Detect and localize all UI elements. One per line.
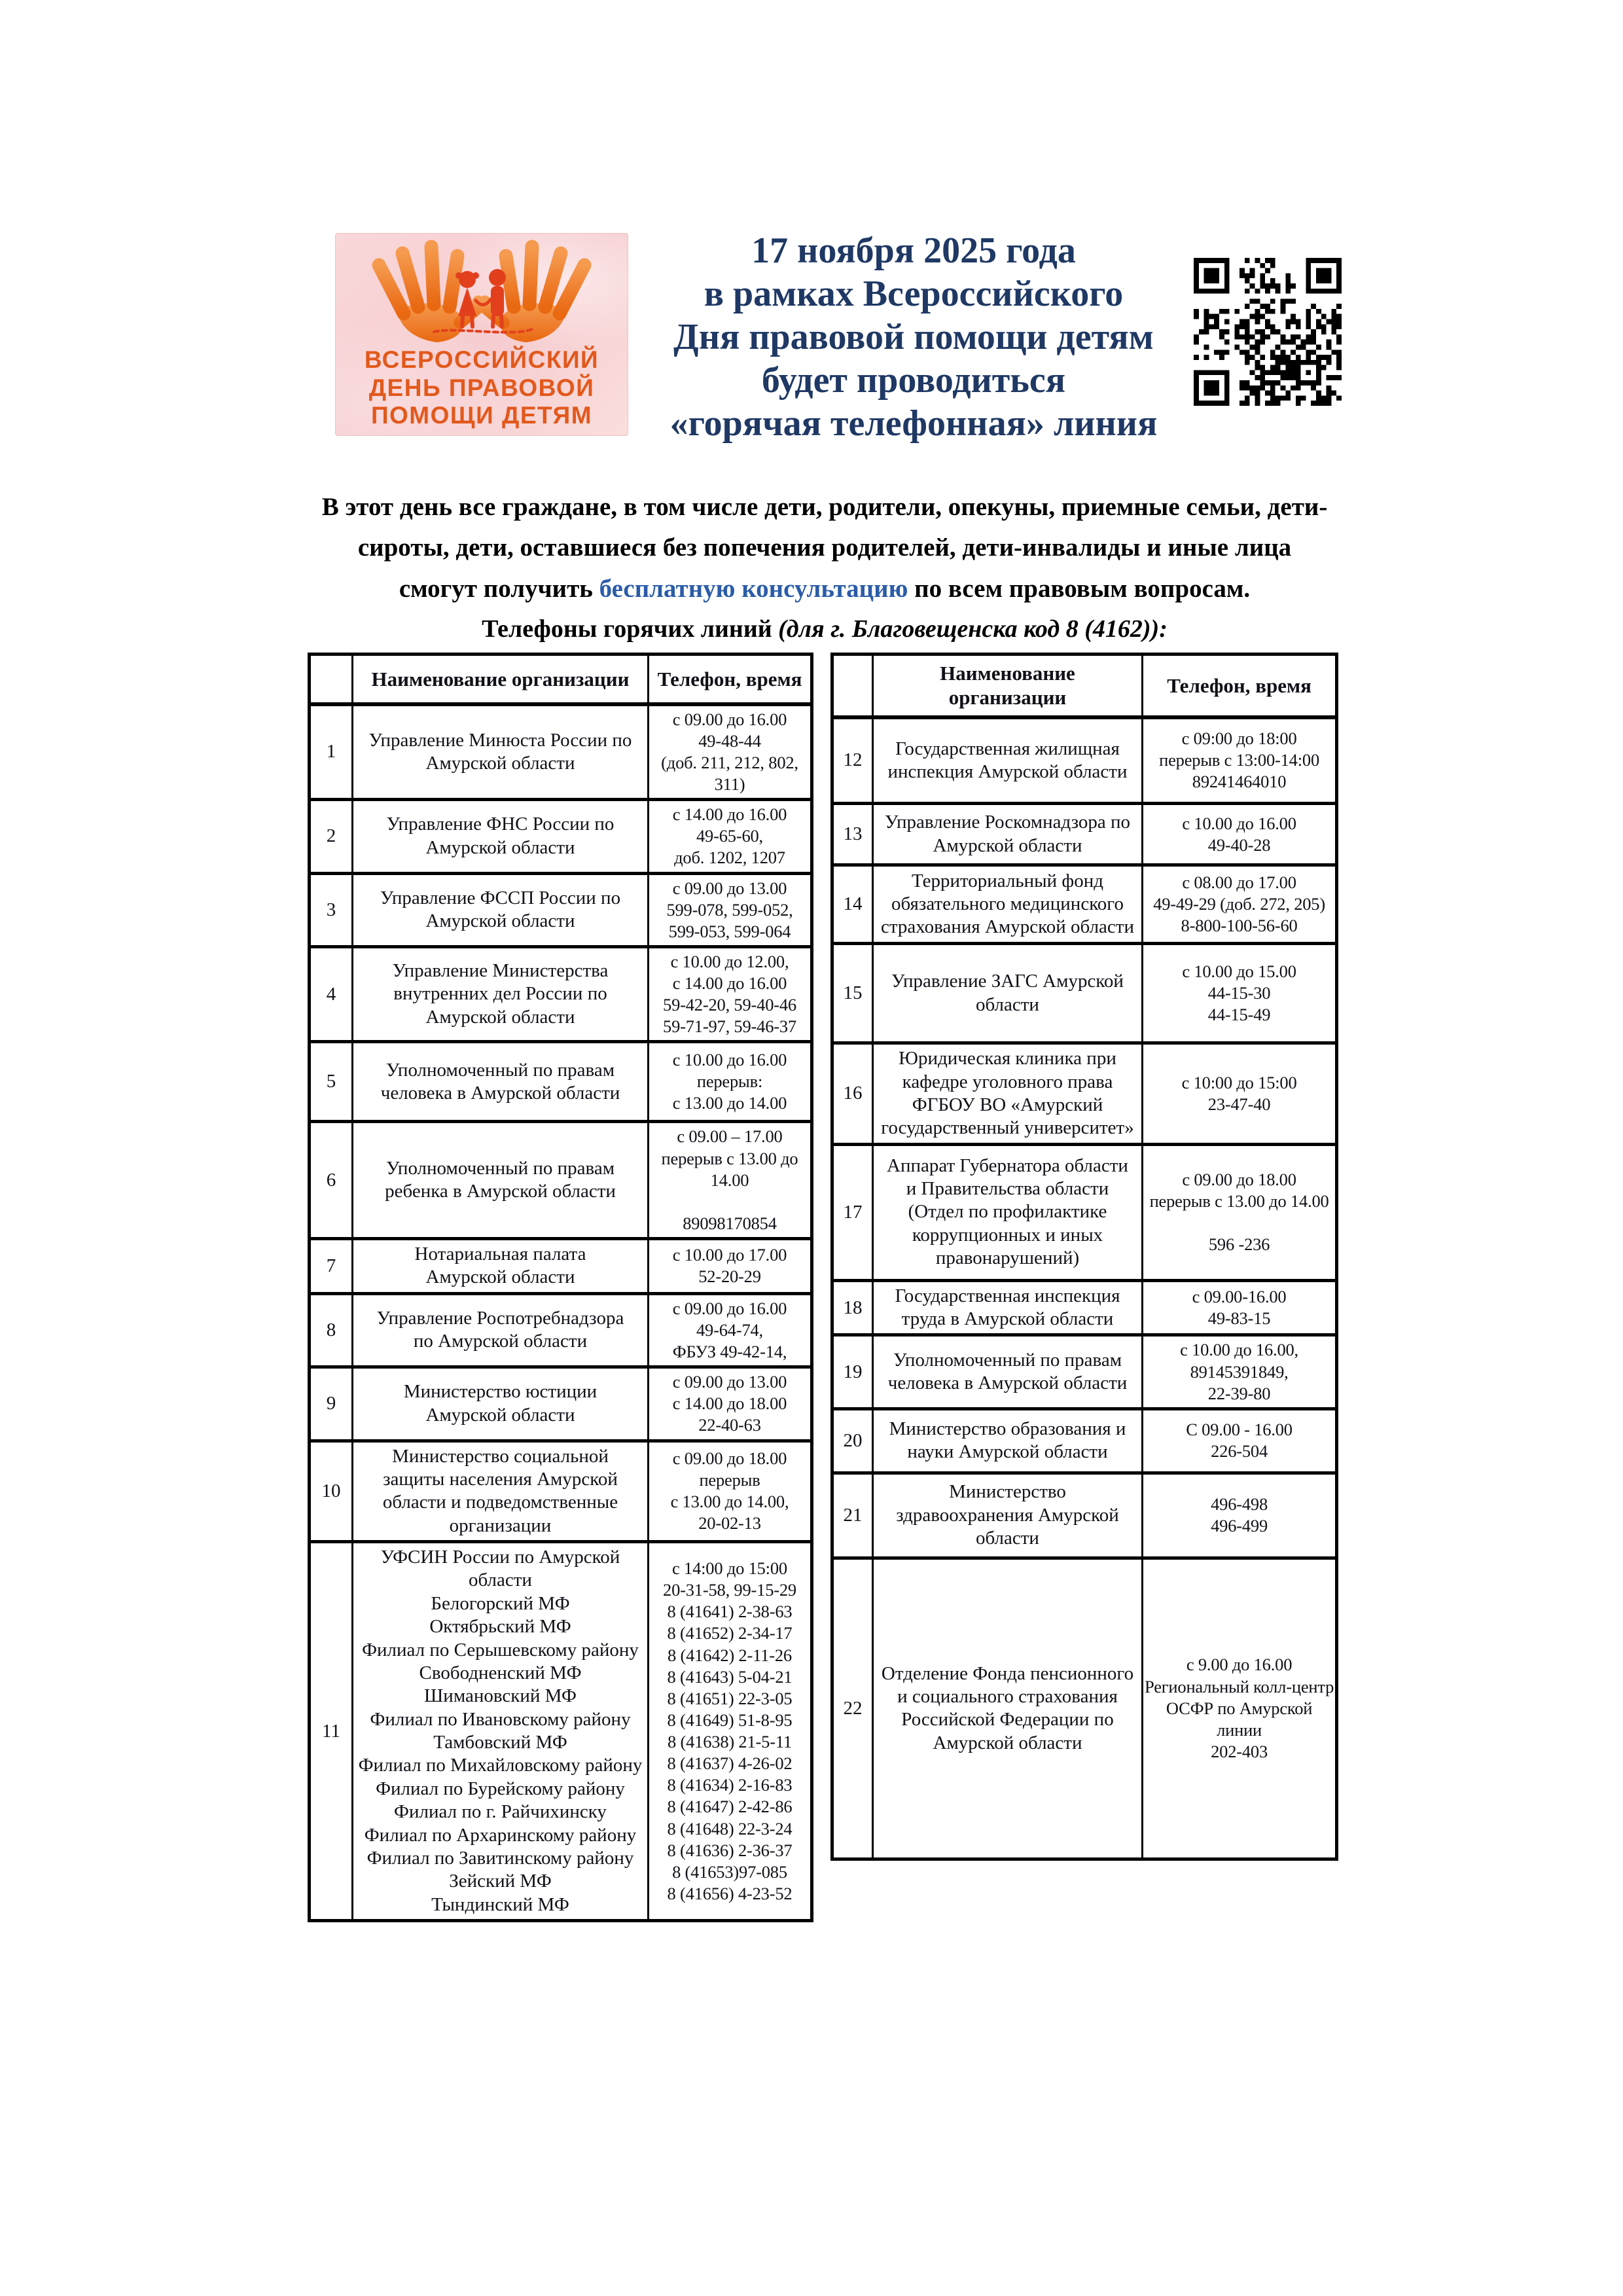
phone-line: 20-31-58, 99-15-29: [663, 1580, 796, 1600]
phone-line: с 10.00 до 16.00: [1182, 813, 1296, 833]
phone-line: с 09.00 до 18.00: [672, 1448, 787, 1469]
intro-highlight: бесплатную консультацию: [599, 574, 908, 603]
intro-line: [308, 569, 1342, 609]
row-number: 19: [832, 1335, 873, 1408]
org-name-line: науки Амурской области: [907, 1441, 1108, 1463]
table-row: [310, 873, 812, 946]
hotline-tables: [308, 653, 1342, 1922]
phone-line: ФБУЗ 49-42-14,: [672, 1342, 787, 1362]
event-title: [656, 229, 1171, 445]
phone-line: 52-20-29: [698, 1266, 761, 1287]
row-number: 12: [832, 717, 873, 804]
phone-info: [649, 1042, 812, 1122]
org-name-line: Юридическая клиника при: [899, 1048, 1116, 1069]
phone-line: 8 (41634) 2-16-83: [667, 1775, 793, 1795]
org-name-line: Уполномоченный по правам: [893, 1349, 1122, 1371]
title-line: будет проводиться: [761, 360, 1066, 401]
phone-line: с 10.00 до 16.00: [672, 1050, 787, 1070]
org-name-line: Тындинский МФ: [431, 1893, 569, 1915]
org-name-line: внутренних дел России по: [393, 983, 607, 1005]
row-number: 11: [310, 1542, 353, 1921]
phone-line: 89241464010: [1192, 772, 1287, 792]
phone-info: [1143, 717, 1337, 804]
phone-info: [1143, 865, 1337, 944]
table-caption: [308, 615, 1342, 643]
hotlines-table-left: [308, 653, 813, 1922]
phone-line: с 09.00 – 17.00: [677, 1126, 783, 1147]
row-number: 6: [310, 1122, 353, 1239]
org-name-line: здравоохранения Амурской: [896, 1504, 1119, 1526]
phone-line: 496-498: [1211, 1494, 1268, 1515]
row-number: 15: [832, 944, 873, 1043]
phone-line: 20-02-13: [698, 1513, 761, 1534]
caption-bold: Телефоны горячих линий: [482, 615, 779, 643]
phone-line: с 14.00 до 18.00: [672, 1393, 787, 1414]
intro-text: по всем правовым вопросам.: [908, 574, 1251, 603]
phone-line: 89098170854: [683, 1213, 777, 1233]
phone-line: 599-053, 599-064: [668, 921, 791, 941]
row-number: 5: [310, 1042, 353, 1122]
phone-info: [1143, 1558, 1337, 1859]
phone-line: 202-403: [1211, 1741, 1268, 1761]
org-name-line: коррупционных и иных: [912, 1224, 1103, 1246]
phone-line: 596 -236: [1208, 1234, 1270, 1255]
table-row: [832, 865, 1337, 944]
phone-line: перерыв с 13:00-14:00: [1159, 750, 1319, 770]
table-row: [832, 1144, 1337, 1280]
phone-info: [1143, 944, 1337, 1043]
org-name-line: Амурской области: [425, 836, 575, 858]
phone-line: [651, 1191, 809, 1213]
org-name: [873, 1335, 1143, 1408]
phone-info: [649, 946, 812, 1042]
phone-line: с 09.00 до 18.00: [1182, 1169, 1296, 1189]
org-name-line: страхования Амурской области: [881, 916, 1134, 938]
org-name-line: труда в Амурской области: [901, 1308, 1114, 1330]
row-number: 9: [310, 1367, 353, 1441]
phone-line: 311): [714, 774, 745, 795]
row-number: 1: [310, 704, 353, 800]
phone-line: ОСФР по Амурской: [1166, 1698, 1313, 1718]
table-row: [832, 717, 1337, 804]
org-name-line: Государственная жилищная: [895, 738, 1120, 759]
table-header-row: [832, 655, 1337, 717]
phone-line: с 09.00-16.00: [1192, 1286, 1287, 1306]
org-name-line: Министерство: [949, 1481, 1066, 1503]
org-name: [353, 1122, 649, 1239]
table-row: [310, 800, 812, 873]
phone-line: с 10.00 до 17.00: [672, 1245, 787, 1265]
title-line: 17 ноября 2025 года: [751, 230, 1076, 271]
column-header-phone: Телефон, время: [649, 655, 812, 704]
event-logo: [335, 233, 628, 436]
logo-title-line: ВСЕРОССИЙСКИЙ: [364, 346, 599, 373]
phone-line: с 09.00 до 13.00: [672, 1372, 787, 1392]
org-name-line: человека в Амурской области: [887, 1372, 1128, 1394]
intro-paragraph: [308, 487, 1342, 609]
org-name-line: Уполномоченный по правам: [385, 1059, 615, 1081]
org-name-line: Филиал по Серышевскому району: [362, 1639, 639, 1660]
org-name-line: Филиал по Завитинскому району: [366, 1847, 634, 1869]
org-name-line: Министерство социальной: [392, 1445, 609, 1467]
org-name: [353, 1042, 649, 1122]
phone-line: 226-504: [1211, 1441, 1268, 1462]
row-number: 4: [310, 946, 353, 1042]
org-name-line: Тамбовский МФ: [433, 1732, 567, 1753]
org-name-line: Октябрьский МФ: [429, 1616, 571, 1638]
header-line: Наименование: [940, 662, 1075, 685]
phone-info: [649, 1239, 812, 1294]
phone-line: перерыв с 13.00 до 14.00: [1149, 1191, 1329, 1211]
org-name: [353, 1239, 649, 1294]
logo-title: [365, 346, 599, 430]
org-name-line: Филиал по г. Райчихинску: [394, 1801, 607, 1823]
phone-line: 44-15-49: [1207, 1005, 1271, 1025]
row-number: 20: [832, 1408, 873, 1473]
phone-line: 8-800-100-56-60: [1181, 916, 1298, 936]
intro-line: сироты, дети, оставшиеся без попечения родителей, дети-инвалиды и иные лица: [357, 533, 1292, 562]
phone-line: 22-39-80: [1207, 1383, 1271, 1403]
phone-line: 22-40-63: [698, 1415, 761, 1435]
org-name-line: Аппарат Губернатора области: [887, 1155, 1128, 1176]
phone-line: с 14.00 до 16.00: [672, 804, 787, 825]
org-name-line: ребенка в Амурской области: [385, 1181, 616, 1202]
phone-line: 49-40-28: [1207, 834, 1271, 855]
phone-line: с 13.00 до 14.00,: [670, 1492, 789, 1512]
title-line: в рамках Всероссийского: [704, 274, 1124, 315]
org-name: [873, 1473, 1143, 1558]
row-number: 13: [832, 804, 873, 865]
phone-line: [1145, 1212, 1334, 1234]
org-name-line: Филиал по Ивановскому району: [370, 1708, 631, 1730]
phone-line: 8 (41649) 51-8-95: [667, 1710, 793, 1730]
org-name-line: области: [976, 1527, 1039, 1549]
phone-line: с 10.00 до 15.00: [1182, 961, 1296, 981]
table-header-row: [310, 655, 812, 704]
phone-line: с 09:00 до 18:00: [1181, 728, 1297, 749]
org-name-line: области: [976, 994, 1039, 1015]
org-name-line: Территориальный фонд: [912, 870, 1103, 891]
phone-line: 496-499: [1211, 1516, 1268, 1536]
org-name-line: организации: [449, 1515, 552, 1536]
org-name: [873, 1558, 1143, 1859]
qr-code: [1194, 258, 1342, 406]
header-line: организации: [948, 686, 1067, 709]
org-name-line: инспекция Амурской области: [887, 761, 1128, 782]
org-name-line: человека в Амурской области: [380, 1082, 620, 1103]
org-name: [353, 873, 649, 946]
phone-line: 59-42-20, 59-40-46: [663, 995, 796, 1015]
column-header-number: [310, 655, 353, 704]
phone-info: [1143, 1280, 1337, 1335]
phone-line: 8 (41637) 4-26-02: [667, 1753, 793, 1774]
table-row: [832, 1280, 1337, 1335]
org-name-line: Российской Федерации по: [901, 1709, 1114, 1731]
phone-line: 49-64-74,: [696, 1319, 763, 1340]
org-name-line: Амурской области: [425, 1404, 575, 1426]
intro-line: В этот день все граждане, в том числе дети, родители, опекуны, приемные семьи, дети-: [321, 493, 1328, 521]
org-name-line: по Амурской области: [413, 1331, 588, 1352]
phone-line: 49-49-29 (доб. 272, 205): [1153, 894, 1325, 914]
title-line: «горячая телефонная» линия: [669, 403, 1158, 444]
phone-line: линии: [1217, 1719, 1262, 1740]
org-name-line: Филиал по Михайловскому району: [358, 1755, 643, 1776]
phone-line: с 14:00 до 15:00: [672, 1558, 787, 1579]
org-name-line: Амурской области: [933, 834, 1082, 856]
hands-holding-children-icon: [336, 236, 628, 346]
org-name: [873, 865, 1143, 944]
hotlines-table-right: [830, 653, 1338, 1861]
phone-line: 8 (41636) 2-36-37: [667, 1840, 793, 1860]
column-header-organization: [873, 655, 1143, 717]
logo-title-line: ПОМОЩИ ДЕТЯМ: [370, 402, 593, 429]
org-name-line: и Правительства области: [906, 1178, 1109, 1200]
phone-info: [1143, 1043, 1337, 1145]
org-name-line: Амурской области: [425, 1006, 575, 1028]
table-right-body: [832, 717, 1337, 1859]
table-row: [310, 946, 812, 1042]
org-name: [873, 1408, 1143, 1473]
table-row: [832, 1473, 1337, 1558]
org-name: [873, 804, 1143, 865]
phone-info: [649, 873, 812, 946]
org-name-line: ФГБОУ ВО «Амурский: [912, 1094, 1103, 1115]
phone-info: [649, 1542, 812, 1921]
header: [308, 228, 1342, 446]
phone-line: с 09.00 до 16.00: [672, 709, 787, 729]
table-row: [832, 944, 1337, 1043]
table-row: [832, 1408, 1337, 1473]
phone-line: 23-47-40: [1207, 1094, 1271, 1114]
phone-line: 8 (41653)97-085: [672, 1861, 787, 1882]
phone-info: [649, 1293, 812, 1367]
table-row: [310, 1542, 812, 1921]
org-name-line: Отделение Фонда пенсионного: [881, 1662, 1134, 1684]
phone-line: перерыв: [699, 1470, 760, 1490]
org-name-line: Уполномоченный по правам: [385, 1157, 615, 1179]
phone-info: [649, 704, 812, 800]
table-row: [832, 804, 1337, 865]
row-number: 7: [310, 1239, 353, 1294]
org-name-line: и социального страхования: [897, 1685, 1118, 1707]
phone-line: 59-71-97, 59-46-37: [663, 1016, 796, 1037]
logo-title-line: ДЕНЬ ПРАВОВОЙ: [368, 374, 595, 401]
column-header-organization: Наименование организации: [353, 655, 649, 704]
phone-line: с 9.00 до 16.00: [1186, 1655, 1293, 1675]
phone-line: (доб. 211, 212, 802,: [661, 752, 798, 772]
phone-line: Региональный колл-центр: [1145, 1676, 1334, 1696]
org-name-line: правонарушений): [935, 1247, 1080, 1269]
org-name-line: Управление Министерства: [392, 960, 609, 982]
row-number: 22: [832, 1558, 873, 1859]
table-row: [832, 1335, 1337, 1408]
phone-line: 8 (41638) 21-5-11: [668, 1732, 792, 1752]
org-name-line: Зейский МФ: [449, 1871, 552, 1892]
phone-info: [1143, 1473, 1337, 1558]
org-name: [353, 1542, 649, 1921]
phone-info: [1143, 1144, 1337, 1280]
table-row: [832, 1558, 1337, 1859]
phone-line: с 09.00 до 13.00: [672, 878, 787, 898]
org-name-line: Амурской области: [425, 1266, 575, 1288]
org-name-line: Министерство юстиции: [403, 1381, 597, 1403]
table-row: [310, 1293, 812, 1367]
org-name: [353, 946, 649, 1042]
phone-line: С 09.00 - 16.00: [1186, 1420, 1293, 1440]
org-name-line: Управление Роскомнадзора по: [884, 812, 1131, 833]
org-name: [353, 1367, 649, 1441]
org-name-line: Государственная инспекция: [895, 1285, 1120, 1306]
phone-line: 599-078, 599-052,: [666, 899, 793, 920]
row-number: 16: [832, 1043, 873, 1145]
row-number: 2: [310, 800, 353, 873]
row-number: 17: [832, 1144, 873, 1280]
row-number: 8: [310, 1293, 353, 1367]
intro-text: смогут получить: [399, 574, 599, 603]
org-name-line: Свободненский МФ: [419, 1662, 582, 1683]
org-name-line: государственный университет»: [881, 1117, 1134, 1139]
org-name: [353, 704, 649, 800]
phone-line: с 10.00 до 12.00,: [670, 951, 789, 971]
org-name-line: кафедре уголовного права: [902, 1071, 1113, 1092]
table-left-body: [310, 704, 812, 1921]
phone-line: перерыв:: [696, 1071, 763, 1092]
org-name-line: Амурской области: [425, 910, 575, 932]
phone-info: [1143, 1335, 1337, 1408]
phone-line: 49-48-44: [698, 730, 761, 751]
phone-line: 8 (41641) 2-38-63: [667, 1602, 793, 1622]
org-name-line: УФСИН России по Амурской: [380, 1547, 620, 1568]
org-name-line: Управление Роспотребнадзора: [376, 1308, 624, 1329]
org-name: [873, 944, 1143, 1043]
table-row: [310, 1239, 812, 1294]
org-name: [353, 800, 649, 873]
org-name-line: Управление ФНС России по: [386, 814, 615, 835]
org-name-line: Нотариальная палата: [414, 1244, 586, 1265]
phone-info: [1143, 804, 1337, 865]
phone-line: 8 (41647) 2-42-86: [667, 1797, 793, 1817]
table-row: [310, 1122, 812, 1239]
org-name: [353, 1441, 649, 1542]
phone-line: перерыв с 13.00 до: [661, 1148, 798, 1168]
org-name: [873, 1144, 1143, 1280]
org-name-line: Шимановский МФ: [424, 1685, 577, 1707]
table-row: [310, 704, 812, 800]
org-name-line: Филиал по Архаринскому району: [364, 1824, 637, 1846]
org-name: [873, 717, 1143, 804]
org-name-line: области и подведомственные: [382, 1492, 618, 1513]
phone-info: [649, 1441, 812, 1542]
phone-info: [649, 1122, 812, 1239]
row-number: 14: [832, 865, 873, 944]
org-name: [353, 1293, 649, 1367]
phone-line: 8 (41652) 2-34-17: [667, 1623, 793, 1643]
phone-line: 89145391849,: [1190, 1361, 1289, 1382]
row-number: 18: [832, 1280, 873, 1335]
org-name-line: Белогорский МФ: [431, 1592, 570, 1614]
column-header-number: [832, 655, 873, 717]
org-name-line: Амурской области: [933, 1732, 1082, 1753]
org-name-line: Амурской области: [425, 752, 575, 774]
org-name-line: Управление ФССП России по: [380, 887, 621, 908]
org-name-line: области: [469, 1570, 532, 1591]
phone-info: [1143, 1408, 1337, 1473]
org-name: [873, 1280, 1143, 1335]
phone-line: с 09.00 до 16.00: [672, 1298, 787, 1318]
phone-line: с 10.00 до 16.00,: [1180, 1340, 1298, 1360]
phone-line: 49-83-15: [1207, 1308, 1271, 1329]
row-number: 3: [310, 873, 353, 946]
phone-line: 49-65-60,: [696, 826, 763, 846]
org-name-line: обязательного медицинского: [891, 893, 1124, 914]
phone-line: 44-15-30: [1207, 983, 1271, 1003]
phone-line: с 08.00 до 17.00: [1182, 872, 1296, 892]
org-name-line: Министерство образования и: [889, 1418, 1126, 1439]
phone-line: 8 (41651) 22-3-05: [667, 1688, 793, 1708]
phone-line: с 13.00 до 14.00: [672, 1093, 787, 1113]
column-header-phone: Телефон, время: [1143, 655, 1337, 717]
table-row: [310, 1441, 812, 1542]
title-line: Дня правовой помощи детям: [673, 317, 1154, 358]
table-row: [832, 1043, 1337, 1145]
org-name-line: Филиал по Бурейскому району: [376, 1778, 625, 1799]
phone-info: [649, 800, 812, 873]
phone-line: доб. 1202, 1207: [674, 848, 785, 868]
org-name: [873, 1043, 1143, 1145]
phone-line: с 10:00 до 15:00: [1181, 1072, 1297, 1092]
caption-italic: (для г. Благовещенска код 8 (4162)):: [778, 615, 1168, 643]
org-name-line: Управление ЗАГС Амурской: [891, 971, 1124, 992]
phone-line: 14.00: [710, 1170, 749, 1190]
phone-info: [649, 1367, 812, 1441]
table-row: [310, 1367, 812, 1441]
org-name-line: защиты населения Амурской: [383, 1468, 618, 1490]
table-row: [310, 1042, 812, 1122]
phone-line: 8 (41656) 4-23-52: [667, 1883, 793, 1903]
phone-line: с 14.00 до 16.00: [672, 973, 787, 994]
phone-line: 8 (41648) 22-3-24: [667, 1818, 793, 1839]
row-number: 21: [832, 1473, 873, 1558]
org-name-line: (Отдел по профилактике: [908, 1201, 1107, 1223]
phone-line: 8 (41643) 5-04-21: [667, 1666, 793, 1687]
row-number: 10: [310, 1441, 353, 1542]
phone-line: 8 (41642) 2-11-26: [668, 1645, 792, 1665]
org-name-line: Управление Минюста России по: [368, 729, 632, 751]
